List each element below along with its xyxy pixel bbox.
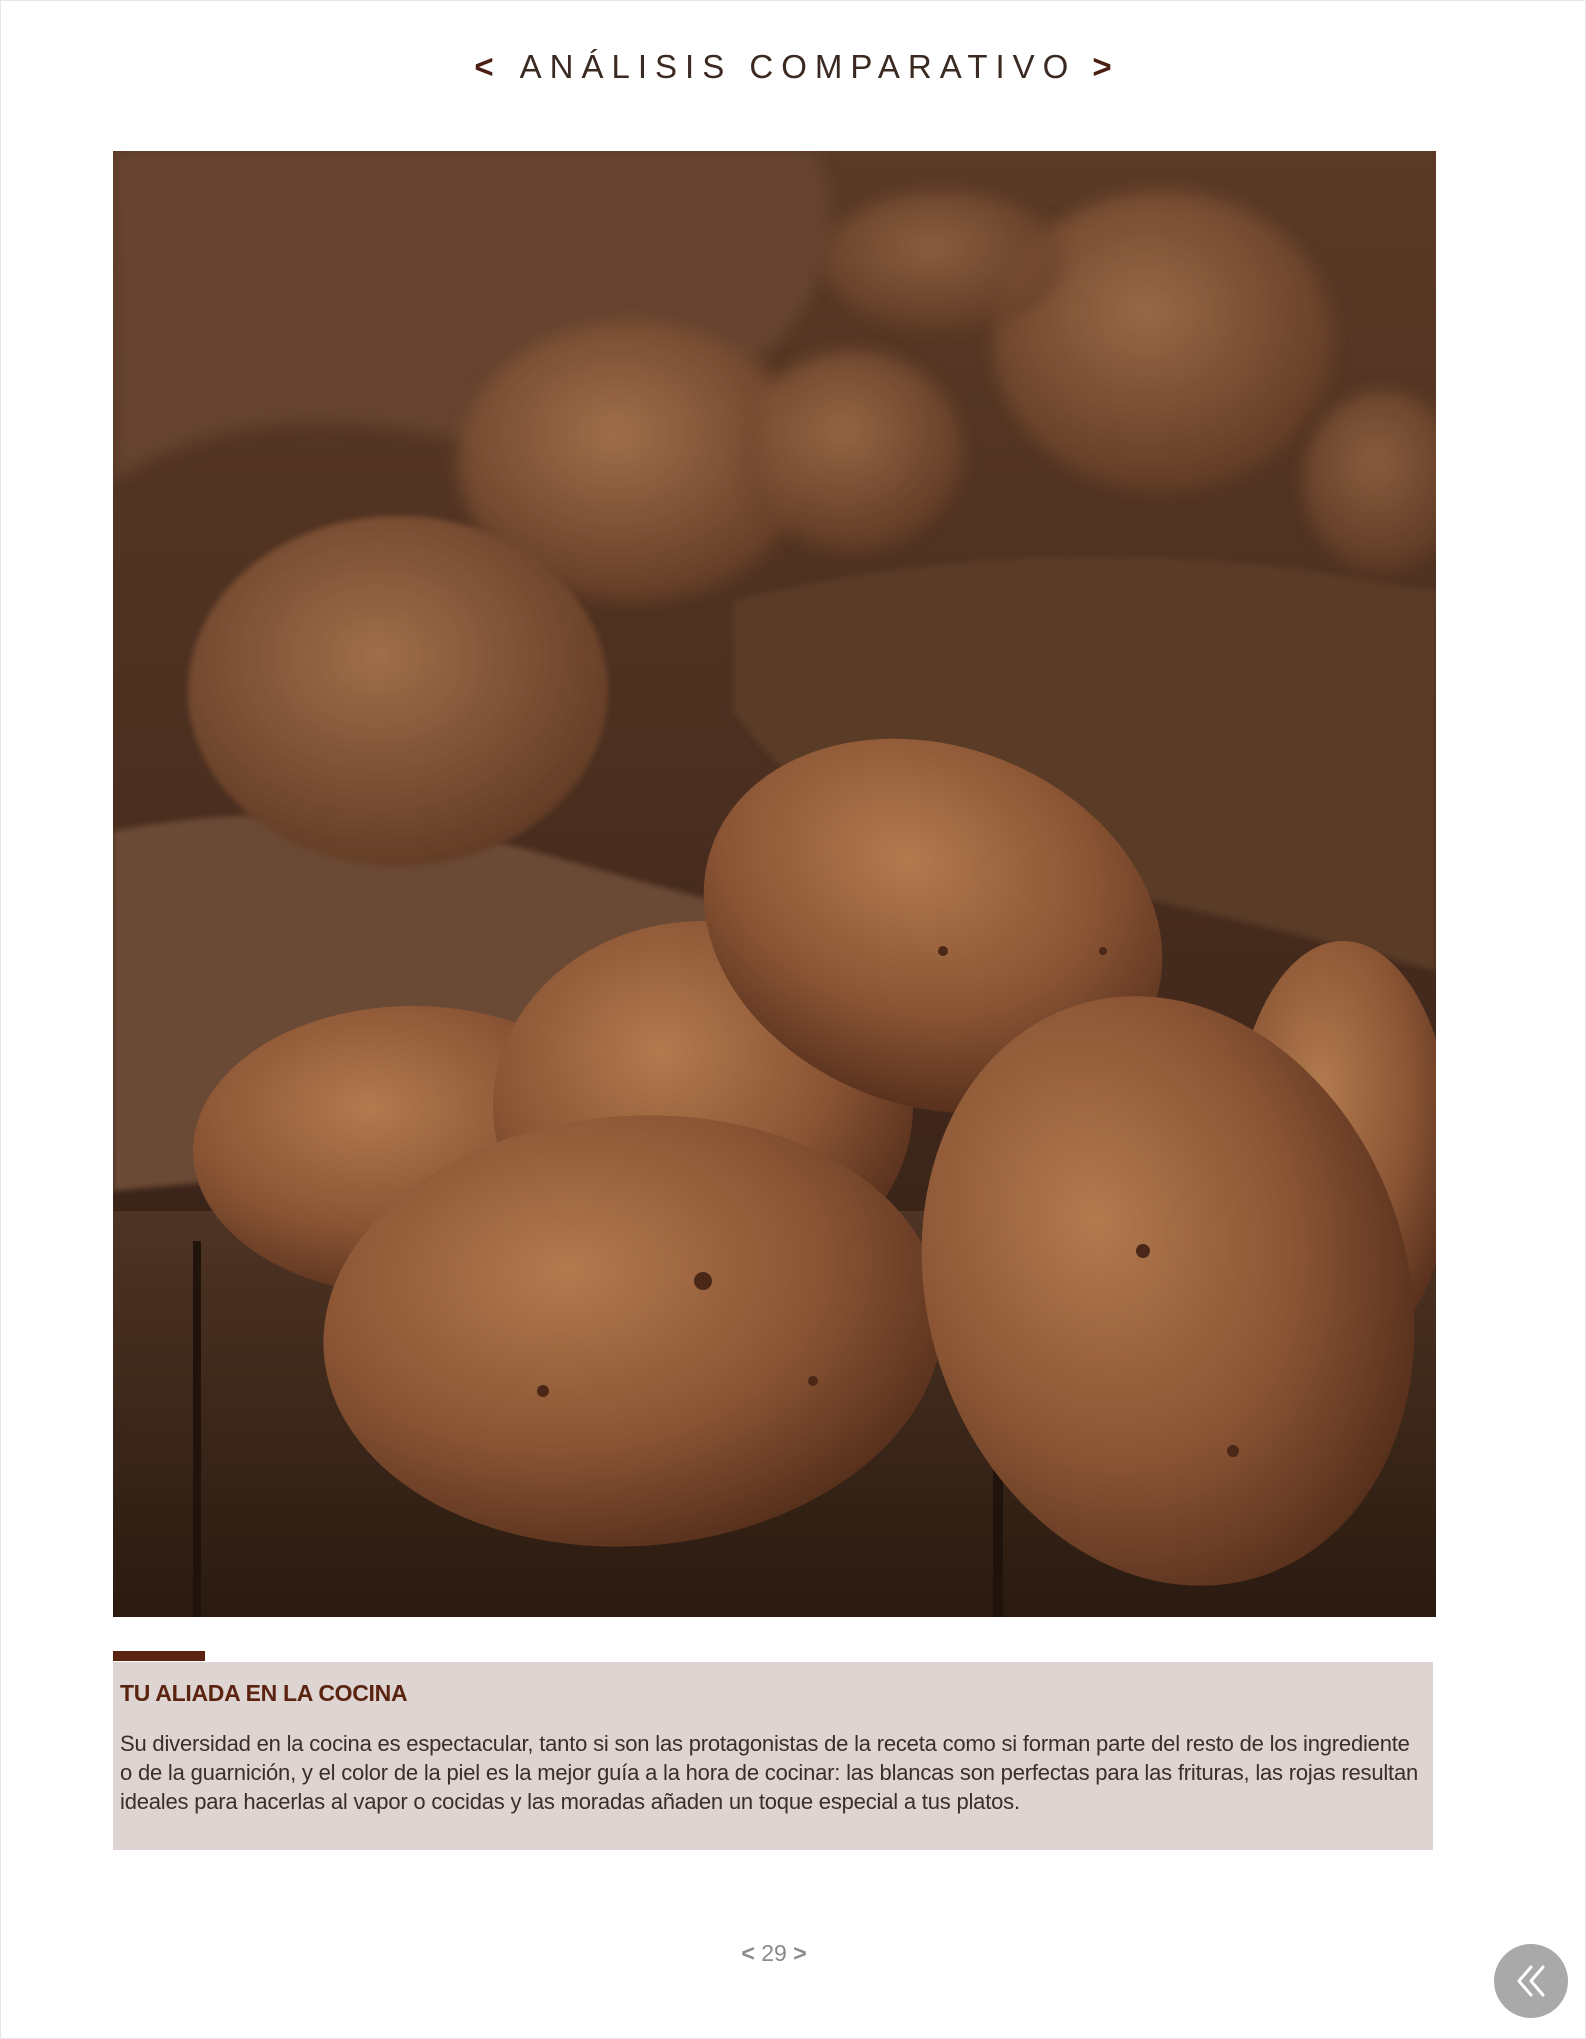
info-box	[113, 1662, 1433, 1850]
header-title: ANÁLISIS COMPARATIVO	[519, 48, 1077, 85]
potatoes-illustration	[113, 151, 1436, 1617]
header-right-chevron: >	[1092, 48, 1112, 85]
page-header	[0, 48, 1586, 86]
page-number	[0, 1940, 1548, 1967]
header-left-chevron: <	[474, 48, 494, 85]
next-page-chevron[interactable]: >	[793, 1940, 807, 1966]
prev-page-chevron[interactable]: <	[741, 1940, 755, 1966]
section-title: TU ALIADA EN LA COCINA	[120, 1680, 408, 1706]
potatoes-photo	[113, 151, 1436, 1617]
back-button[interactable]	[1494, 1944, 1568, 2018]
double-chevron-left-icon	[1511, 1961, 1551, 2001]
section-body: Su diversidad en la cocina es espectacular, tanto si son las protagonistas de la receta como si forman parte del resto de los ingrediente o de la guarnición, y el color de la piel es la mejor guía a la hora de cocinar: las blancas son perfectas para las frituras, las rojas resultan ideales para hacerlas al vapor o cocidas y las moradas añaden un toque especial a tus platos.	[120, 1731, 1419, 1814]
section-accent-bar	[113, 1651, 205, 1661]
page-number-value: 29	[761, 1940, 787, 1966]
